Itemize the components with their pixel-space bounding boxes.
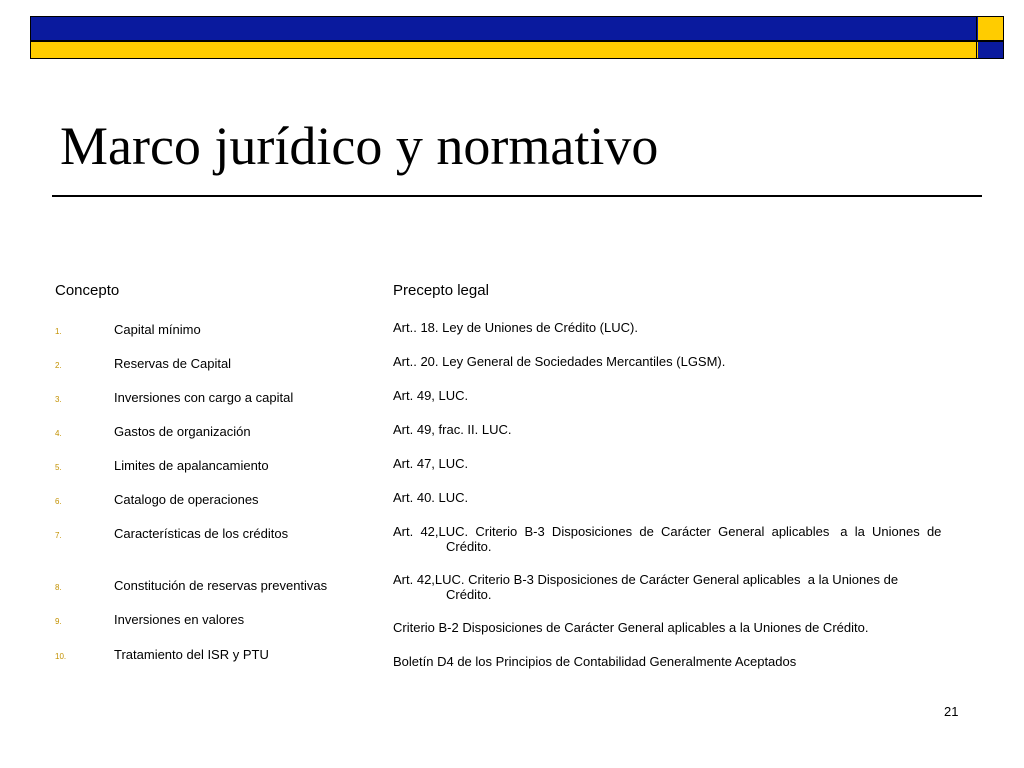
precept-item: Art.. 20. Ley General de Sociedades Mercantiles (LGSM). [393,354,726,369]
list-item-number: 8. [55,583,62,592]
precept-item: Art. 40. LUC. [393,490,469,505]
precept-item: Art. 49, frac. II. LUC. [393,422,512,437]
page-number: 21 [944,704,959,719]
precept-item [393,524,977,554]
list-item-number: 9. [55,617,62,626]
precept-item-continuation: Crédito. [446,587,492,602]
list-item-number: 3. [55,395,62,404]
concept-item: Tratamiento del ISR y PTU [114,647,269,662]
concept-item: Catalogo de operaciones [114,492,259,507]
list-item-number: 1. [55,327,62,336]
header-square-yellow [978,16,1004,40]
slide-title: Marco jurídico y normativo [60,116,659,176]
list-item-number: 6. [55,497,62,506]
concept-item: Características de los créditos [114,526,289,541]
concept-item: Capital mínimo [114,322,201,337]
concept-item: Reservas de Capital [114,356,232,371]
precept-column-header: Precepto legal [393,282,489,299]
concept-item: Inversiones en valores [114,612,245,627]
precept-item: Art. 49, LUC. [393,388,469,403]
precept-item-continuation: Crédito. [446,539,492,554]
list-item-number: 2. [55,361,62,370]
header-square-divider [976,16,977,59]
header-square-blue [978,42,1004,59]
list-item-number: 4. [55,429,62,438]
concept-item: Constitución de reservas preventivas [114,578,328,593]
header-divider [30,40,1004,42]
precept-item-line: Art. 42,LUC. Criterio B-3 Disposiciones de Carácter General aplicables a la Uniones de [393,572,899,587]
concept-column-header: Concepto [55,282,120,299]
list-item-number: 10. [55,652,67,661]
precept-item: Boletín D4 de los Principios de Contabilidad Generalmente Aceptados [393,654,797,669]
header-band-blue [30,16,978,40]
precept-item: Art.. 18. Ley de Uniones de Crédito (LUC). [393,320,638,335]
concept-item: Limites de apalancamiento [114,458,269,473]
precept-item: Art. 47, LUC. [393,456,469,471]
precept-item [393,572,977,602]
concept-item: Gastos de organización [114,424,251,439]
header-band-yellow [30,42,978,59]
precept-item-line: Art. 42,LUC. Criterio B-3 Disposiciones de Carácter General aplicables a la Uniones de [393,524,942,539]
list-item-number: 5. [55,463,62,472]
list-item-number: 7. [55,531,62,540]
concept-item: Inversiones con cargo a capital [114,390,294,405]
precept-item: Criterio B-2 Disposiciones de Carácter General aplicables a la Uniones de Crédito. [393,620,869,635]
title-underline [52,195,982,197]
